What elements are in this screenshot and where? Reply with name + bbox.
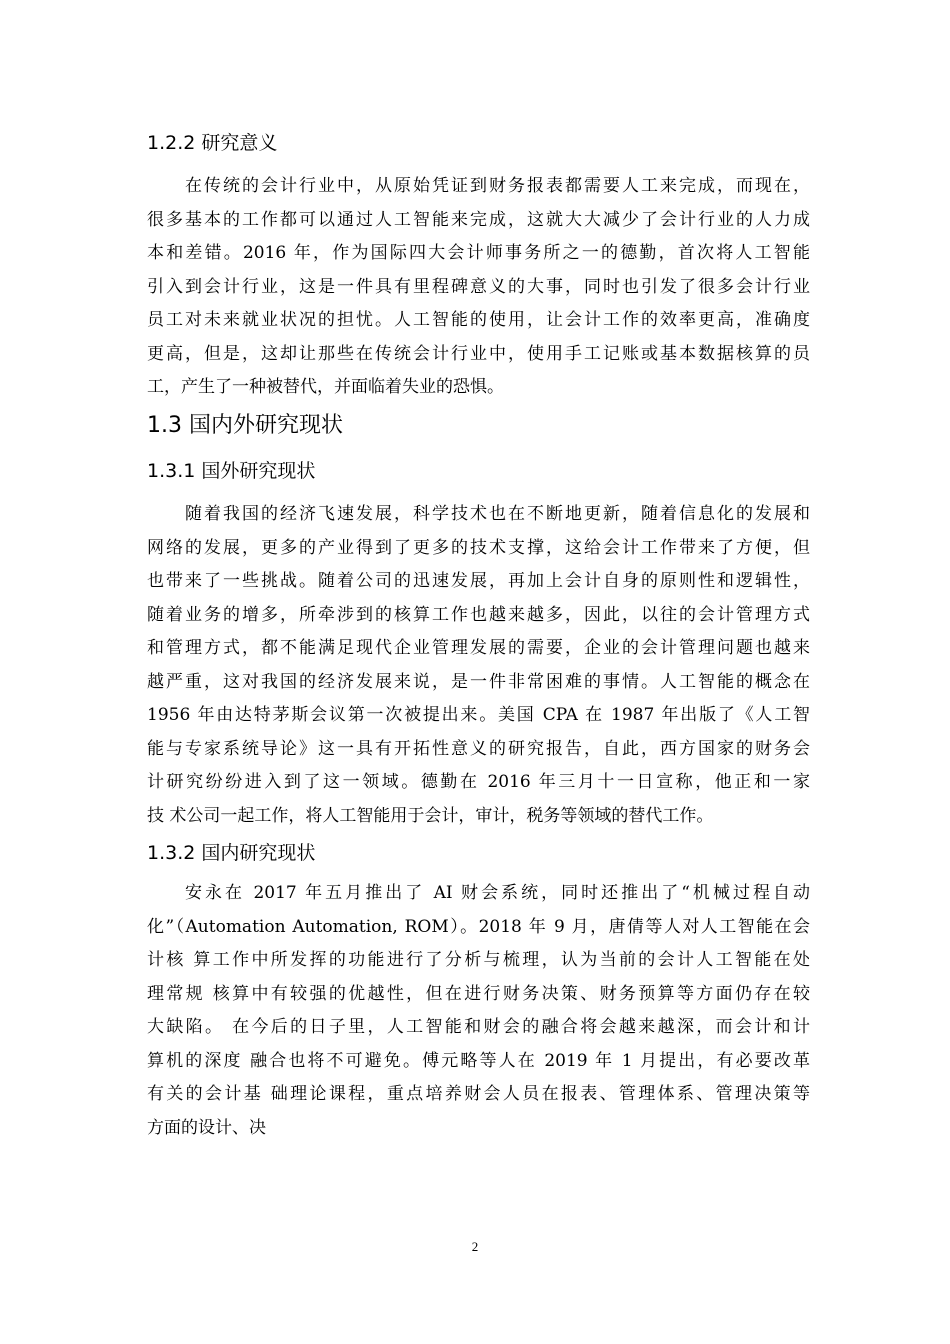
paragraph-line: 员工对未来就业状况的担忧。人工智能的使用，让会计工作的效率更高，准确度 bbox=[147, 310, 810, 330]
paragraph-line: 更高，但是，这却让那些在传统会计行业中，使用手工记账或基本数据核算的员 bbox=[147, 343, 810, 364]
paragraph-line: 1956 年由达特茅斯会议第一次被提出来。美国 CPA 在 1987 年出版了《人工智 bbox=[147, 705, 810, 725]
page-number: 2 bbox=[471, 1239, 479, 1254]
paragraph-domestic-research bbox=[147, 877, 810, 1145]
paragraph-research-significance bbox=[147, 170, 810, 405]
paragraph-line: 也带来了一些挑战。随着公司的迅速发展，再加上会计自身的原则性和逻辑性， bbox=[147, 571, 810, 591]
paragraph-line: 大缺陷。 在今后的日子里，人工智能和财会的融合将会越来越深，而会计和计 bbox=[147, 1017, 810, 1037]
paragraph-line: 在传统的会计行业中，从原始凭证到财务报表都需要人工来完成，而现在， bbox=[185, 176, 810, 196]
paragraph-line: 技 术公司一起工作，将人工智能用于会计，审计，税务等领域的替代工作。 bbox=[147, 805, 714, 826]
paragraph-line: 方面的设计、决 bbox=[147, 1117, 266, 1138]
paragraph-foreign-research bbox=[147, 498, 810, 833]
paragraph-line: 计研究纷纷进入到了这一领域。德勤在 2016 年三月十一日宣称，他正和一家 bbox=[147, 772, 810, 792]
paragraph-line: 很多基本的工作都可以通过人工智能来完成，这就大大减少了会计行业的人力成 bbox=[147, 209, 810, 230]
paragraph-line: 本和差错。2016 年，作为国际四大会计师事务所之一的德勤，首次将人工智能 bbox=[147, 243, 810, 263]
paragraph-line: 随着业务的增多，所牵涉到的核算工作也越来越多，因此，以往的会计管理方式 bbox=[147, 604, 810, 625]
paragraph-line: 理常规 核算中有较强的优越性，但在进行财务决策、财务预算等方面仍存在较 bbox=[147, 983, 810, 1004]
paragraph-line: 工，产生了一种被替代，并面临着失业的恐惧。 bbox=[147, 377, 504, 397]
paragraph-line: 网络的发展，更多的产业得到了更多的技术支撑，这给会计工作带来了方便，但 bbox=[147, 537, 810, 558]
paragraph-line: 安永在 2017 年五月推出了 AI 财会系统，同时还推出了“机械过程自动 bbox=[185, 883, 810, 903]
heading-1-3-1: 1.3.1 国外研究现状 bbox=[147, 460, 316, 482]
heading-1-2-2: 1.2.2 研究意义 bbox=[147, 132, 278, 154]
heading-1-3: 1.3 国内外研究现状 bbox=[147, 413, 343, 438]
paragraph-line: 随着我国的经济飞速发展，科学技术也在不断地更新，随着信息化的发展和 bbox=[185, 504, 810, 524]
paragraph-line: 和管理方式，都不能满足现代企业管理发展的需要，企业的会计管理问题也越来 bbox=[147, 638, 810, 658]
paragraph-line: 有关的会计基 础理论课程，重点培养财会人员在报表、管理体系、管理决策等 bbox=[147, 1084, 810, 1104]
paragraph-line: 化”（Automation Automation, ROM）。2018 年 9 月，唐倩等人对人工智能在会 bbox=[147, 916, 810, 937]
paragraph-line: 越严重，这对我国的经济发展来说，是一件非常困难的事情。人工智能的概念在 bbox=[147, 671, 810, 692]
heading-1-3-2: 1.3.2 国内研究现状 bbox=[147, 842, 316, 864]
paragraph-line: 算机的深度 融合也将不可避免。傅元略等人在 2019 年 1 月提出，有必要改革 bbox=[147, 1050, 810, 1071]
paragraph-line: 计核 算工作中所发挥的功能进行了分析与梳理，认为当前的会计人工智能在处 bbox=[147, 950, 810, 970]
paragraph-line: 能与专家系统导论》这一具有开拓性意义的研究报告，自此，西方国家的财务会 bbox=[147, 738, 810, 759]
paragraph-line: 引入到会计行业，这是一件具有里程碑意义的大事，同时也引发了很多会计行业 bbox=[147, 276, 810, 297]
